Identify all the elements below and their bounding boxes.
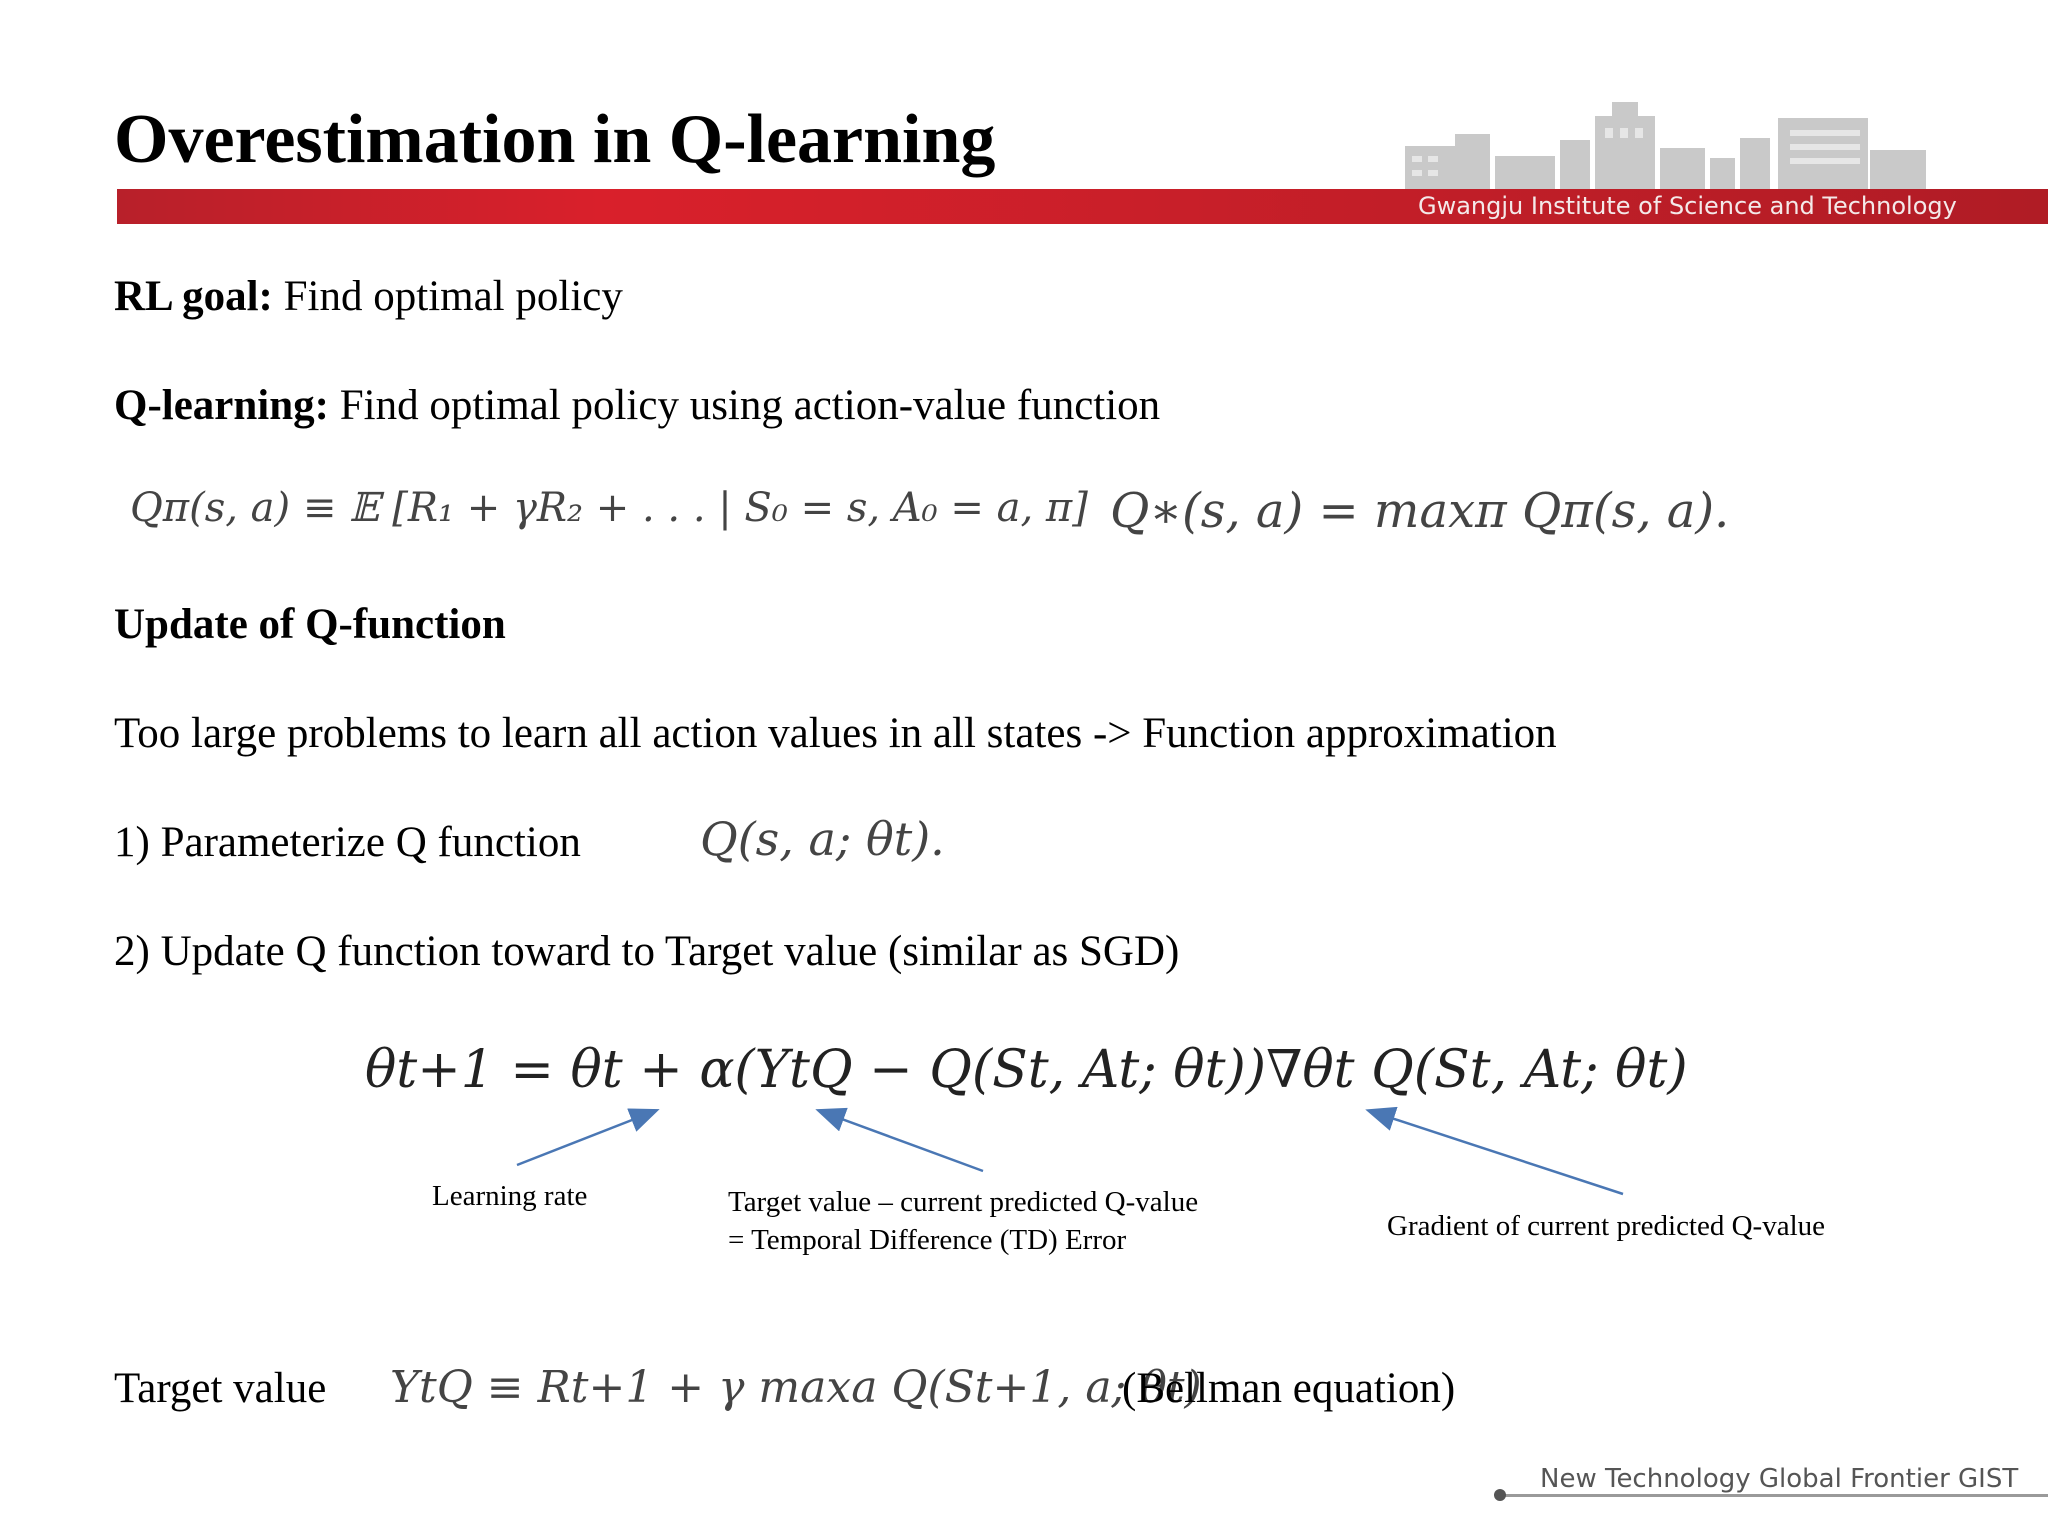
bellman-equation-label: (Bellman equation): [1122, 1365, 1456, 1412]
slide-title: Overestimation in Q-learning: [114, 101, 996, 178]
footer-dot: [1494, 1489, 1506, 1501]
learning-rate-arrow: [517, 1111, 655, 1165]
footer-tagline: New Technology Global Frontier GIST: [1540, 1464, 2019, 1494]
update-rule-equation: θt+1 = θt + α(YtQ − Q(St, At; θt))∇θt Q(St, At; θt): [365, 1040, 1688, 1100]
td-error-annotation-line1: Target value – current predicted Q-value: [728, 1186, 1199, 1218]
q-star-equation: Q∗(s, a) = maxπ Qπ(s, a).: [1110, 483, 1730, 539]
gradient-annotation: Gradient of current predicted Q-value: [1387, 1210, 1826, 1242]
gradient-arrow: [1370, 1111, 1623, 1194]
update-heading: Update of Q-function: [114, 601, 506, 648]
footer-rule: [1500, 1494, 2048, 1497]
parameterized-q-equation: Q(s, a; θt).: [700, 812, 945, 866]
step-1-text: 1) Parameterize Q function: [114, 819, 581, 866]
rl-goal-label: RL goal:: [114, 273, 273, 320]
q-learning-label: Q-learning:: [114, 382, 329, 429]
td-error-arrow: [820, 1111, 983, 1171]
target-value-label: Target value: [114, 1365, 327, 1412]
learning-rate-annotation: Learning rate: [432, 1180, 588, 1212]
q-pi-equation: Qπ(s, a) ≡ 𝔼 [R₁ + γR₂ + . . . | S₀ = s, A₀ = a, π]: [130, 485, 1088, 531]
q-learning-text: Find optimal policy using action-value function: [328, 382, 1161, 429]
td-error-annotation-line2: = Temporal Difference (TD) Error: [728, 1224, 1127, 1256]
target-value-equation: YtQ ≡ Rt+1 + γ maxa Q(St+1, a; θt): [390, 1362, 1202, 1413]
institution-name: Gwangju Institute of Science and Technology: [1418, 192, 1957, 220]
step-2-text: 2) Update Q function toward to Target value (similar as SGD): [114, 928, 1180, 975]
rl-goal-text: Find optimal policy: [272, 273, 623, 320]
problem-text: Too large problems to learn all action values in all states -> Function approximation: [114, 710, 1557, 757]
